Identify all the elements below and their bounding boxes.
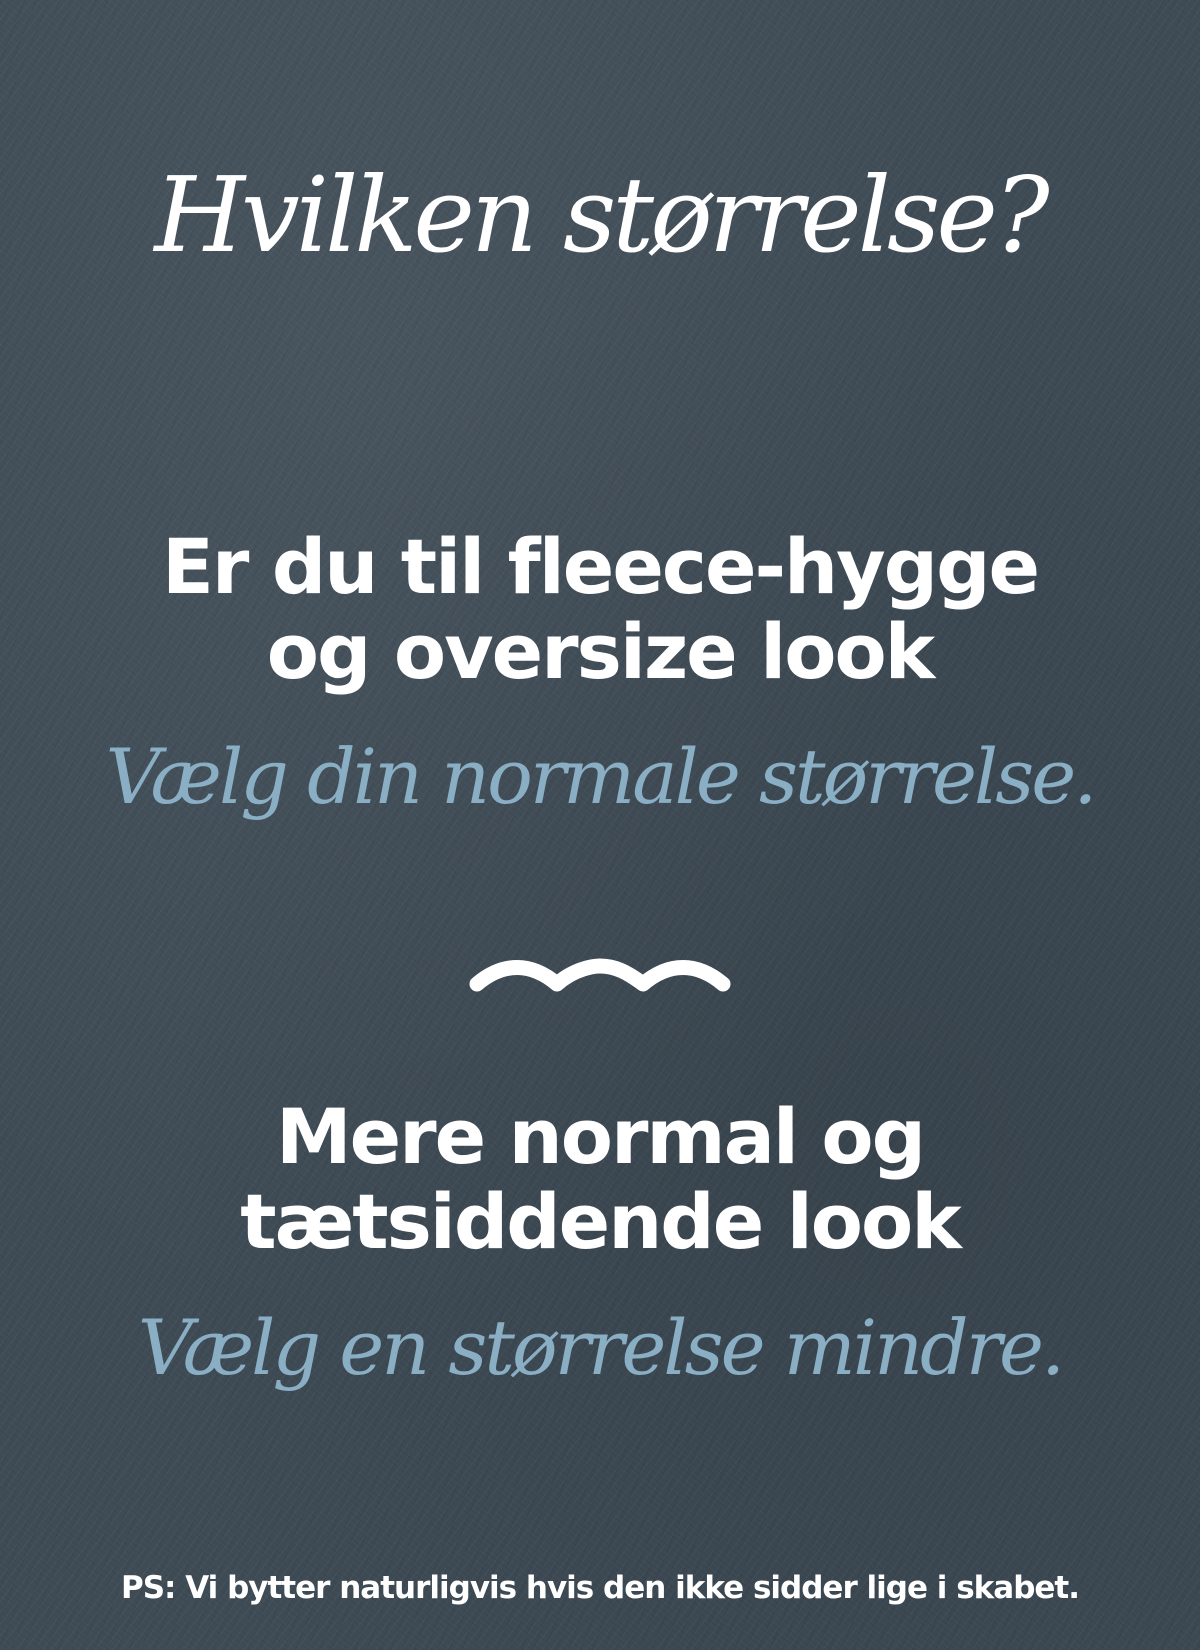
wave-icon [465, 942, 735, 1002]
fitted-advice: Vælg en størrelse mindre. [137, 1303, 1063, 1392]
fitted-heading-line-1: Mere normal og [275, 1092, 925, 1181]
fitted-heading-line-2: tætsiddende look [240, 1177, 960, 1266]
footnote: PS: Vi bytter naturligvis hvis den ikke sidder lige i skabet. [120, 1570, 1080, 1606]
oversize-heading-line-2: og oversize look [266, 607, 934, 696]
oversize-advice: Vælg din normale størrelse. [105, 732, 1095, 821]
page-title: Hvilken størrelse? [154, 154, 1046, 276]
oversize-heading-line-1: Er du til fleece-hygge [161, 522, 1039, 611]
